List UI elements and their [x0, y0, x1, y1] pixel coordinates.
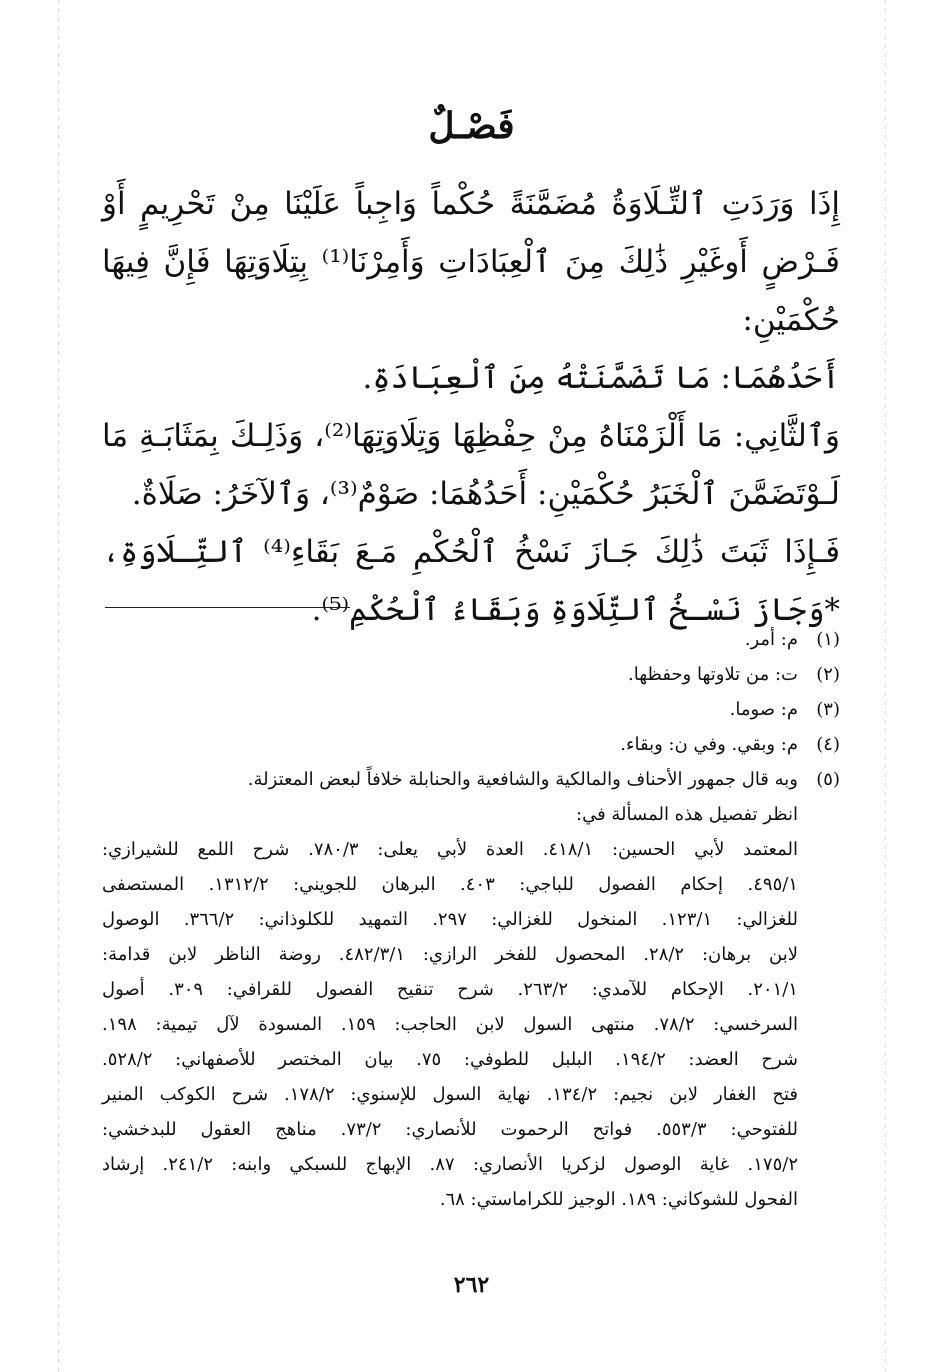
footnote-text: م: صوما. [729, 699, 798, 720]
footnote-4 [102, 727, 840, 762]
reference-line: لابن برهان: ٢٨/٢. المحصول للفخر الرازي: ٤٨٢/٣/١. روضة الناظر لابن قدامة: [102, 944, 799, 965]
footnotes [102, 622, 840, 1217]
reference-line: فتح الغفار لابن نجيم: ١٣٤/٢. نهاية السول للإسنوي: ١٧٨/٢. شرح الكوكب المنير [102, 1084, 798, 1105]
footnote-5 [102, 762, 840, 797]
footnote-number: (٤) [816, 734, 840, 755]
footnote-number: (٢) [816, 664, 840, 685]
reference-line: شرح العضد: ١٩٤/٢. البلبل للطوفي: ٧٥. بيان المختصر للأصفهاني: ٥٢٨/٢. [102, 1049, 798, 1070]
footnote-text: م: وبقي. وفي ن: وبقاء. [620, 734, 798, 755]
paragraph-2: أَحَدُهُمَا: مَا تَضَمَّنَتْهُ مِنَ ٱلْعِبَادَةِ. [362, 360, 840, 396]
reference-line: ٢٠١/١. الإحكام للآمدي: ٢٦٣/٢. شرح تنقيح الفصول للقرافي: ٣٠٩. أصول [102, 979, 798, 1000]
references-intro: انظر تفصيل هذه المسألة في: [576, 804, 798, 825]
main-text [102, 175, 840, 639]
reference-line: للفتوحي: ٥٥٣/٣. فواتح الرحموت للأنصاري: ٧٣/٢. مناهج العقول للبدخشي: [102, 1119, 798, 1140]
paragraph-4: فَـإِذَا ثَبَتَ ذَٰلِكَ جَـازَ نَسْخُ ٱلْحُكْمِ مَـعَ بَقَاءِ⁽⁴⁾ ٱلتِّـلَاوَةِ، *وَجَازَ نَسْـخُ ٱلتِّلَاوَةِ وَبَقَاءُ ٱلْحُكْمِ⁽⁵⁾. [102, 534, 841, 628]
footnote-text: وبه قال جمهور الأحناف والمالكية والشافعية والحنابلة خلافاً لبعض المعتزلة. [247, 769, 798, 790]
reference-line: ١٧٥/٢. غاية الوصول لزكريا الأنصاري: ٨٧. الإبهاج للسبكي وابنه: ٢٤١/٢. إرشاد [102, 1154, 798, 1175]
footnote-number: (٥) [816, 769, 840, 790]
page-number: ٢٦٢ [453, 1272, 490, 1298]
footnote-text: ت: من تلاوتها وحفظها. [628, 664, 798, 685]
footnote-3 [102, 692, 840, 727]
paragraph-1: إِذَا وَرَدَتِ ٱلتِّـلَاوَةُ مُضَمَّنَةً حُكْماً وَاجِباً عَلَيْنَا مِنْ تَحْرِيمٍ أَوْ فَـرْضٍ أَوغَيْرِ ذَٰلِكَ مِنَ ٱلْعِبَادَاتِ وَأَمِرْنَا⁽¹⁾ بِتِلَاوَتِهَا فَإِنَّ فِيهَا حُكْمَيْنِ: [102, 186, 840, 338]
scan-margin-line-right [885, 0, 886, 1372]
reference-line: المعتمد لأبي الحسين: ٤١٨/١. العدة لأبي يعلى: ٧٨٠/٣. شرح اللمع للشيرازي: [102, 839, 798, 860]
reference-line: للغزالي: ١٢٣/١. المنخول للغزالي: ٢٩٧. التمهيد للكلوذاني: ٣٦٦/٢. الوصول [102, 909, 798, 930]
footnote-text: م: أمر. [744, 629, 798, 650]
section-title: فَصْـلٌ [428, 105, 515, 147]
reference-line: السرخسي: ٧٨/٢. منتهى السول لابن الحاجب: ١٥٩. المسودة لآل تيمية: ١٩٨. [102, 1014, 799, 1035]
references-list [102, 797, 840, 1217]
reference-line: الفحول للشوكاني: ١٨٩. الوجيز للكراماستي: ٦٨. [439, 1189, 798, 1210]
footnote-number: (١) [816, 629, 840, 650]
footnote-1 [102, 622, 840, 657]
footnote-separator [105, 607, 350, 608]
footnote-number: (٣) [816, 699, 840, 720]
reference-line: ٤٩٥/١. إحكام الفصول للباجي: ٤٠٣. البرهان للجويني: ١٣١٢/٢. المستصفى [102, 874, 798, 895]
paragraph-3: وَٱلثَّانِي: مَا أَلْزَمْنَاهُ مِنْ حِفْظِهَا وَتِلَاوَتِهَا⁽²⁾، وَذَلِـكَ بِمَثَابَـةِ مَا لَـوْتَضَمَّنَ ٱلْخَبَرُ حُكْمَيْنِ: أَحَدُهُمَا: صَوْمٌ⁽³⁾، وَٱلآخَرُ: صَلَاةٌ. [102, 418, 840, 512]
footnote-2 [102, 657, 840, 692]
scan-margin-line-left [58, 0, 59, 1372]
